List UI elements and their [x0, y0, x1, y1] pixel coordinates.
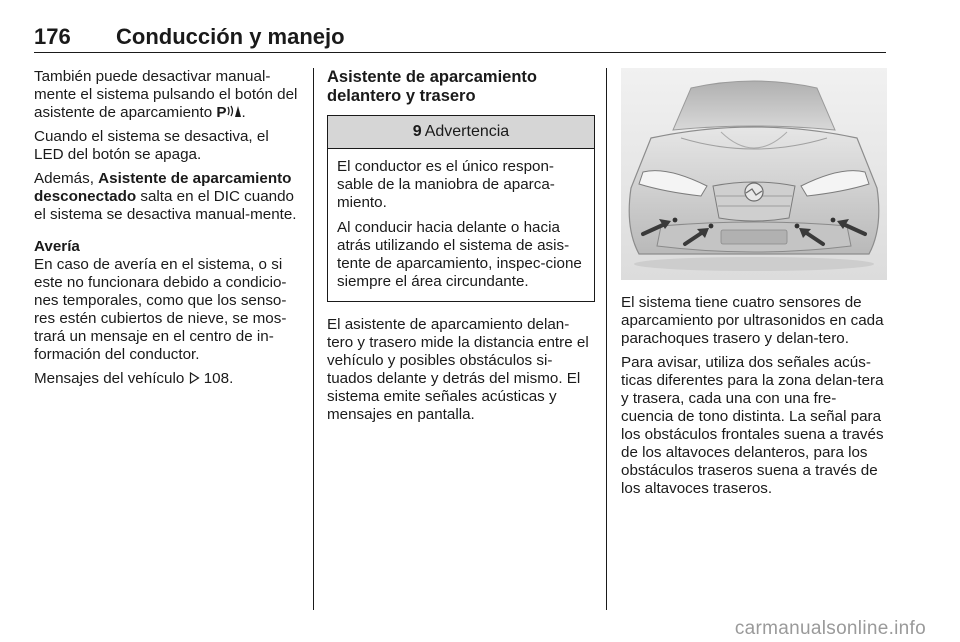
page-number: 176 — [34, 24, 71, 49]
car-front-sensors-illustration — [621, 68, 887, 280]
paragraph: Para avisar, utiliza dos señales acús-ticas diferentes para la zona delan-tera y trasera, cada una con una fre-cuencia de tono distinta. La señal para los obstáculos frontales suena a través de los altavoces delanteros, para los obstáculos traseros suena a través de los altavoces traseros. — [621, 354, 884, 497]
paragraph: El sistema tiene cuatro sensores de aparcamiento por ultrasonidos en cada parachoques trasero y delan-tero. — [621, 294, 884, 347]
warning-box — [327, 115, 595, 302]
watermark: carmanualsonline.info — [734, 618, 926, 639]
warning-paragraph: Al conducir hacia delante o hacia atrás utilizando el sistema de asis-tente de aparcamiento, inspec-cione siempre el área circundante. — [337, 219, 582, 290]
parking-assist-symbol: P — [216, 104, 226, 121]
column-right — [621, 68, 887, 504]
warning-header — [328, 116, 594, 149]
warning-icon: 9 — [412, 123, 422, 140]
column-divider — [606, 68, 607, 610]
paragraph: También puede desactivar manual-mente el sistema pulsando el botón del asistente de aparcamiento P . — [34, 68, 298, 121]
paragraph-text: También puede desactivar manual-mente el sistema pulsando el botón del asistente de aparcamiento — [34, 68, 298, 121]
paragraph: Además, Asistente de aparcamiento desconectado salta en el DIC cuando el sistema se desactiva manual-mente. — [34, 170, 297, 223]
paragraph: Cuando el sistema se desactiva, el LED del botón se apaga. — [34, 128, 269, 163]
page-reference-icon — [189, 370, 204, 387]
dic-message-name: Asistente de aparcamiento desconectado — [34, 170, 292, 205]
column-divider — [313, 68, 314, 610]
page-reference-link[interactable]: 108 — [203, 370, 230, 387]
column-middle — [327, 68, 595, 430]
parking-assist-icon — [216, 104, 241, 121]
paragraph: Mensajes del vehículo 108. — [34, 370, 234, 387]
page-title: Conducción y manejo — [116, 24, 345, 49]
sensor-waves-icon — [226, 104, 242, 118]
column-left — [34, 68, 302, 394]
paragraph: En caso de avería en el sistema, o si este no funcionara debido a condicio-nes temporales, como que los senso-res estén cubiertos de nieve, se mos-trará un mensaje en el centro de in-formación del conductor. — [34, 256, 287, 363]
page-header — [34, 22, 886, 53]
paragraph: El asistente de aparcamiento delan-tero y trasero mide la distancia entre el vehículo y posibles obstáculos si-tuados delante y detrás del mismo. El sistema emite señales acústicas y mensajes en pantalla. — [327, 316, 589, 423]
warning-body — [328, 149, 594, 301]
car-front-image — [621, 68, 887, 280]
subheading-failure: Avería — [34, 238, 80, 255]
warning-paragraph: El conductor es el único respon-sable de la maniobra de aparca-miento. — [337, 158, 555, 211]
warning-label: Advertencia — [424, 123, 510, 140]
section-title: Asistente de aparcamiento delantero y trasero — [327, 68, 537, 105]
